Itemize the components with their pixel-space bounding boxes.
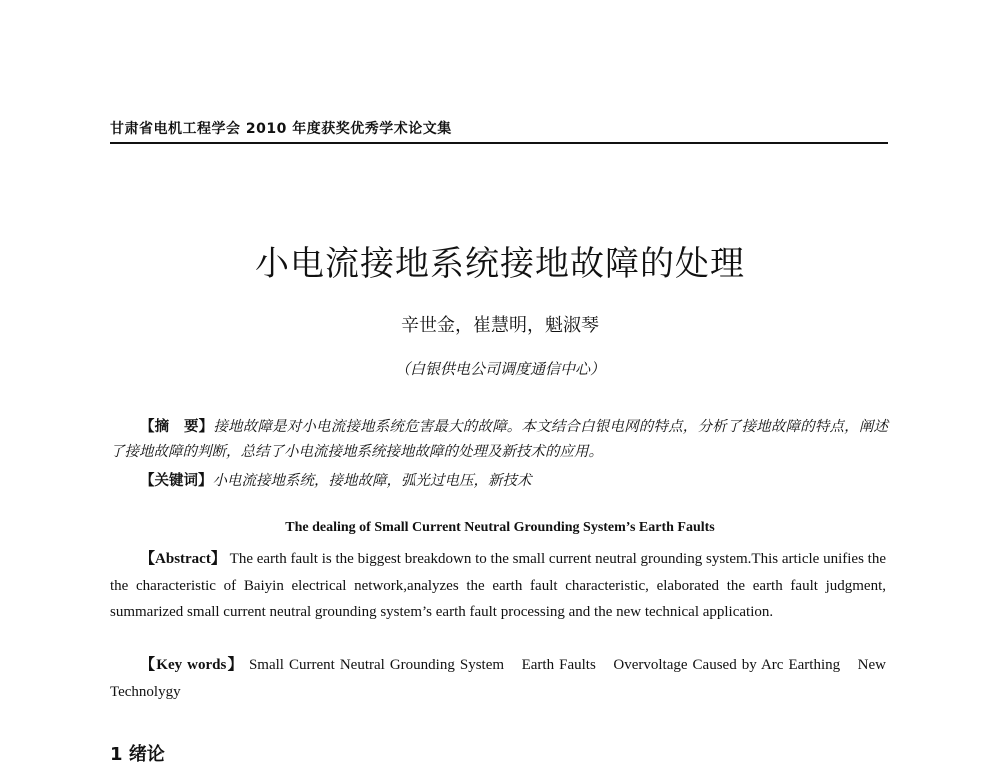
english-abstract-label: 【Abstract】: [140, 551, 226, 567]
section-number: 1: [110, 744, 123, 765]
english-keywords: [110, 652, 886, 705]
paper-title: 小电流接地系统接地故障的处理: [255, 244, 745, 284]
chinese-abstract: [110, 414, 888, 465]
english-keywords-label: 【Key words】: [140, 657, 244, 673]
section-heading: [110, 740, 165, 766]
chinese-abstract-text: 接地故障是对小电流接地系统危害最大的故障。本文结合白银电网的特点，分析了接地故障的特点，阐述了接地故障的判断，总结了小电流接地系统接地故障的处理及新技术的应用。: [110, 419, 889, 460]
english-abstract: [110, 546, 886, 626]
english-abstract-text: The earth fault is the biggest breakdown to the small current neutral grounding system.This article unifies the the characteristic of Baiyin electrical network,analyzes the earth fault characteristic, elaborated the earth fault judgment, summarized small current neutral grounding system’s earth fault processing and the new technical application.: [110, 551, 886, 620]
chinese-keywords-text: 小电流接地系统，接地故障，弧光过电压，新技术: [212, 473, 532, 489]
affiliation: （白银供电公司调度通信中心）: [394, 360, 605, 378]
chinese-abstract-label: 【摘 要】: [140, 418, 214, 435]
english-keywords-text: Small Current Neutral Grounding System Earth Faults Overvoltage Caused by Arc Earthing New Technolygy: [110, 657, 887, 700]
section-title: 绪论: [128, 744, 165, 765]
running-header: 甘肃省电机工程学会 2010 年度获奖优秀学术论文集: [110, 118, 888, 144]
chinese-keywords-label: 【关键词】: [140, 472, 213, 489]
authors: 辛世金，崔慧明，魁淑琴: [401, 315, 599, 336]
english-title: The dealing of Small Current Neutral Grounding System’s Earth Faults: [285, 520, 715, 535]
chinese-keywords: [140, 468, 888, 494]
